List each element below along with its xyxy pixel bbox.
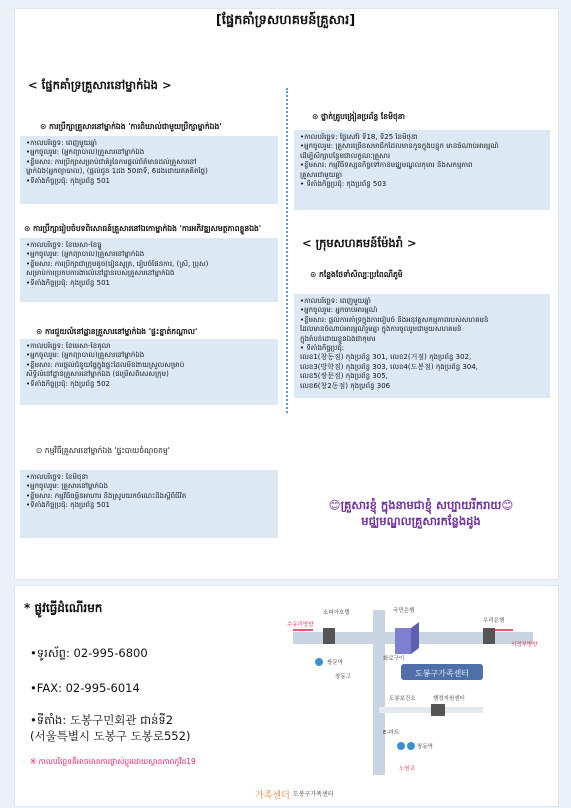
page-title: [ផ្នែកគាំទ្រសហគមន៍គ្រួសារ] bbox=[215, 13, 356, 28]
section-title: ⊙ ការប្រឹក្សាគ្រួសារនៅម្នាក់ឯង 'ការពិឃាល់ជាមួយប្រឹក្សាម្នាក់ឯង' bbox=[40, 122, 222, 131]
slogan-banner: 😊គ្រួសារខ្ញុំ ក្នុងនាមជាខ្ញុំ សប្បាយរីករាយ😊 មជ្ឈមណ្ឌលគ្រួសារកន្លែងដូង bbox=[328, 498, 514, 528]
section-box: •កាលបរិច្ឆេទ: ខែមេសា-ខែតុលា •អ្នកចូលរួម: (អ្នកព្យាបាល)គ្រួសារនៅម្នាក់ឯង •ខ្លឹមសារ: ការផ្តល់ជំនួយផ្ទៃក្នុងផ្ទះដែលមិនងាយស្រួលសម្រាប់ សិទ្ធិលំនៅដ្ឋានគ្រួសារនៅម្នាក់ឯង (ជម្រើសពិសេសក្រុម) •ទីតាំងកិច្ចប្រជុំ: កុងប្រព័ន្ធ 502 bbox=[20, 339, 278, 405]
station-marker bbox=[315, 658, 323, 666]
location-map bbox=[283, 600, 551, 780]
map-label: 화로구이 bbox=[383, 656, 405, 662]
map-label: 창동고 bbox=[335, 674, 351, 680]
section-title: ⊙ ការប្រឹក្សារៀបចំបទពិសោធន៍គ្រួសារនៅឯកោម្នាក់ឯង 'ការអភិវឌ្ឍសមត្ថភាពខ្លួនឯង' bbox=[24, 224, 262, 233]
section-box: •កាលបរិច្ឆេទ: ថ្ងៃសៅរ៍ ទី18, ទី25 ខែមិថុនា •អ្នកចូលរួម: គ្រួសារច្រើនសមាជិកដែលមានកូនក្នុងបន្ទុក មានចំណាប់អារម្មណ៍ ដើម្បីសិក្សាបន្ថែមជាលក្ខណៈគ្រួសារ •ខ្លឹមសារ: កម្មវិធីទស្សនកិច្ចទៅកាន់មជ្ឈមណ្ឌលកុមារ និងសកម្មភាព គ្រួសារជាមួយគ្នា • ទីតាំងកិច្ចប្រជុំ: កុងប្រព័ន្ធ 503 bbox=[294, 130, 550, 210]
section-title: ⊙ កម្មវិធីគ្រួសារនៅម្នាក់ឯង 'ផ្ទះបាយចំណុចកម្ម' bbox=[36, 446, 170, 455]
map-label: 국민은행 bbox=[393, 608, 415, 614]
map-label: 노원교 bbox=[399, 766, 415, 772]
right-heading: < ក្រុមសហគមន៍ម៉ែងរាំ > bbox=[302, 236, 417, 250]
station-marker bbox=[407, 742, 415, 750]
phone-number: •ទូរស័ព្ទ: 02-995-6800 bbox=[30, 646, 148, 660]
map-label: 도봉보건소 bbox=[389, 696, 416, 702]
directions-title: * ផ្លូវធ្វើដំណើរមក bbox=[24, 601, 103, 615]
org-name: 도봉구가족센터 bbox=[293, 791, 334, 798]
column-divider bbox=[286, 88, 288, 413]
left-heading: < ផ្នែកគាំទ្រគ្រួសារនៅម្នាក់ឯង > bbox=[28, 78, 172, 92]
map-label: E-마트 bbox=[383, 730, 400, 736]
map-label: 의정부방향 bbox=[511, 642, 538, 648]
station-marker bbox=[397, 742, 405, 750]
fax-number: •FAX: 02-995-6014 bbox=[30, 681, 140, 695]
org-logo bbox=[255, 782, 340, 804]
building-icon bbox=[395, 628, 411, 654]
map-label: 소피아호텔 bbox=[323, 610, 350, 616]
section-box: •កាលបរិច្ឆេទ: ពេញមួយឆ្នាំ •អ្នកចូលរួម: អ្នកចាប់អារម្មណ៍ •ខ្លឹមសារ: ផ្តល់ការគាំទ្រក្នុងការរៀបចំ និងអនុវត្តសកម្មភាពរបស់សហគមន៍ ដែលមានចំណាប់អារម្មណ៍រួមគ្នា ក្នុងការចូលរួមជាមួយសហគមន៍ ក្នុងតំបន់ដោយខ្លួនឯងជាកុមារ • ទីតាំងកិច្ចប្រជុំ: លេខ1(창동점) កុងប្រព័ន្ធ 301, លេខ2(거점) កុងប្រព័ន្ធ 302, លេខ3(방학점) កុងប្រព័ន្ធ 303, លេខ4(도봉점) កុងប្រព័ន្ធ 304, លេខ5(쌍문점) កុងប្រព័ន្ធ 305, លេខ6(창2동점) កុងប្រព័ន្ធ 306 bbox=[294, 294, 550, 398]
logo-mark: 가족센터 bbox=[255, 791, 290, 801]
section-title: ⊙ ថ្នាក់គ្រូបង្រៀនប្រព័ន្ធ ខែមិថុនា bbox=[312, 112, 406, 121]
map-label: 행정지원센터 bbox=[433, 696, 465, 702]
section-title: ⊙ កន្លែងថែទាំសិល្បៈប្រពៃណីភូមិ bbox=[310, 270, 403, 279]
section-title: ⊙ ការជួយលំនៅដ្ឋានគ្រួសារនៅម្នាក់ឯង 'ផ្ទះខ្នាត់កណ្តាល' bbox=[36, 327, 198, 336]
section-box: •កាលបរិច្ឆេទ: ខែមិថុនា •អ្នកចូលរួម: គ្រួសារនៅម្នាក់ឯង •ខ្លឹមសារ: កម្មវិធីចម្អិនអាហារ និងស្រូបយកចំណេះដឹងស្តីពីជីវិត •ទីតាំងកិច្ចប្រជុំ: កុងប្រព័ន្ធ 501 bbox=[20, 470, 278, 538]
address-line: •ទីតាំង: 도봉구민회관 ជាន់ទី2 bbox=[30, 713, 174, 727]
address-line: (서울특별시 도봉구 도봉로552) bbox=[30, 729, 191, 743]
section-box: •កាលបរិច្ឆេទ: ខែមេសា-ខែធ្នូ •អ្នកចូលរួម: (អ្នកព្យាបាល)គ្រួសារនៅម្នាក់ឯង •ខ្លឹមសារ: ការប្រឹក្សាជាក្រុមតូច(រៀនសូត្រ, រៀបចំផែនការ, (ស្រី, ប្រុស) សម្រាប់ការប្រកបការងារលំនៅដ្ឋានរបស់គ្រួសារនៅម្នាក់ឯង •ទីតាំងកិច្ចប្រជុំ: កុងប្រព័ន្ធ 501 bbox=[20, 238, 278, 302]
section-box: •កាលបរិច្ឆេទ: ពេញមួយឆ្នាំ •អ្នកចូលរួម: (អ្នកព្យាបាល)គ្រួសារនៅម្នាក់ឯង •ខ្លឹមសារ: ការប្រឹក្សាសម្រាប់ជាគំរូនៃការផ្តល់ព័ត៌មានដល់គ្រួសារនៅ ម្នាក់ឯង(អ្នកព្យាបាល), (ផ្តល់ជូន 1ដង 50នាទី, 6ដងដោយឥតគិតថ្លៃ) •ទីតាំងកិច្ចប្រជុំ: កុងប្រព័ន្ធ 501 bbox=[20, 136, 278, 204]
map-label: 쌍문역 bbox=[327, 660, 343, 666]
center-badge-label: 도봉구가족센터 bbox=[414, 669, 470, 678]
map-label: 창동역 bbox=[417, 744, 433, 750]
notice-text: ※ កាលបរិច្ឆេទគឺអាចមានការផ្លាស់ប្តូរដោយស្ថានភាពកូវីដ19 bbox=[30, 757, 196, 766]
map-label: 우리은행 bbox=[483, 618, 505, 624]
map-label: 수유리방향 bbox=[287, 622, 314, 628]
